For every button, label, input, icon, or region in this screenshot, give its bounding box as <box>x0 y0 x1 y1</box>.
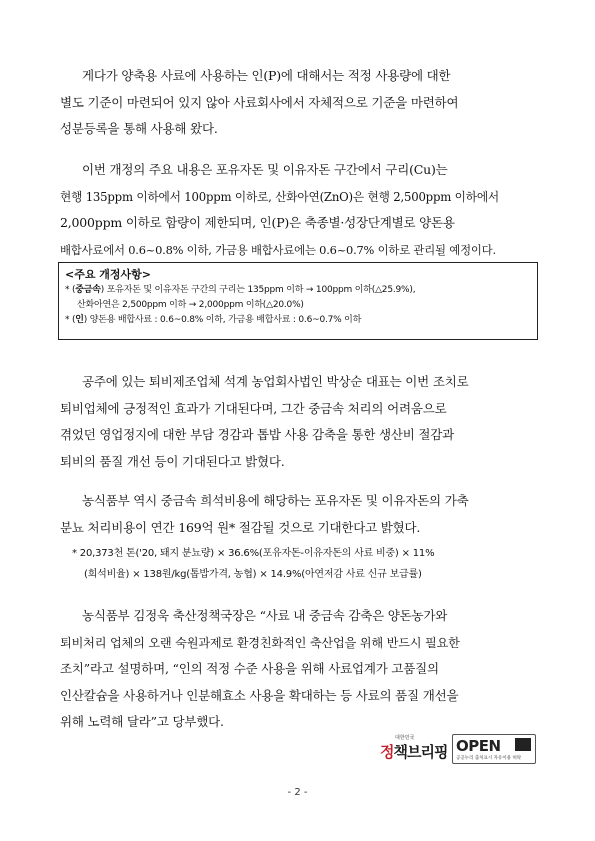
text-line: 배합사료에서 0.6~0.8% 이하, 가금용 배합사료에는 0.6~0.7% 이하로 관리될 예정이다. <box>60 242 496 257</box>
text-line: 공주에 있는 퇴비제조업체 석계 농업회사법인 박상순 대표는 이번 조치로 <box>82 374 469 389</box>
page-number: - 2 - <box>287 787 308 798</box>
text-line: 농식품부 김정욱 축산정책국장은 “사료 내 중금속 감축은 양돈농가와 <box>82 608 448 623</box>
text-line: 겪었던 영업정지에 대한 부담 경감과 톱밥 사용 감축을 통한 생산비 절감과 <box>60 427 454 442</box>
text-line: 농식품부 역시 중금속 희석비용에 해당하는 포유자돈 및 이유자돈의 가축 <box>82 493 469 508</box>
footnote-calculation <box>72 543 542 585</box>
open-word: OPEN <box>456 737 501 755</box>
footer-logos <box>380 732 540 768</box>
paragraph-phosphorus-background <box>60 63 538 143</box>
text-line: 분뇨 처리비용이 연간 169억 원* 절감될 것으로 기대한다고 밝혔다. <box>60 519 421 535</box>
open-license-text: 공공누리 출처표시 자유이용 허락 <box>456 756 522 761</box>
box-line-phosphorus: * (인) 양돈용 배합사료 : 0.6~0.8% 이하, 가금용 배합사료 : 0.6~0.7% 이하 <box>65 315 362 325</box>
paragraph-compost-company-quote <box>60 369 538 475</box>
box-title: <주요 개정사항> <box>65 268 152 281</box>
footnote-line: * 20,373천 톤('20, 돼지 분뇨량) × 36.6%(포유자돈-이유자돈의 사료 비중) × 11% <box>72 548 435 559</box>
text-line: 퇴비업체에 긍정적인 효과가 기대된다며, 그간 중금속 처리의 어려움으로 <box>60 400 447 416</box>
text-line: 별도 기준이 마련되어 있지 않아 사료회사에서 자체적으로 기준을 마련하여 <box>60 94 459 110</box>
paragraph-director-quote <box>60 603 538 736</box>
kogl-open-badge <box>452 734 536 764</box>
box-line-zinc: 산화아연은 2,500ppm 이하 → 2,000ppm 이하(△20.0%) <box>77 300 304 310</box>
text-line: 현행 135ppm 이하에서 100ppm 이하로, 산화아연(ZnO)은 현행 2,500ppm 이하에서 <box>60 189 500 204</box>
korea-brand-small: 대한민국 <box>395 735 415 741</box>
text-line: 이번 개정의 주요 내용은 포유자돈 및 이유자돈 구간에서 구리(Cu)는 <box>82 162 448 177</box>
text-line: 위해 노력해 달라”고 당부했다. <box>60 714 224 729</box>
text-line: 게다가 양축용 사료에 사용하는 인(P)에 대해서는 적정 사용량에 대한 <box>82 68 451 83</box>
text-line: 2,000ppm 이하로 함량이 제한되며, 인(P)은 축종별·성장단계별로 양돈용 <box>60 215 455 230</box>
box-label-heavy-metals: 중금속 <box>75 285 101 295</box>
text-line: 성분등록을 통해 사용해 왔다. <box>60 121 218 136</box>
text-line: 인산칼슘을 사용하거나 인분해효소 사용을 확대하는 등 사료의 품질 개선을 <box>60 687 459 703</box>
box-label-phosphorus: 인 <box>75 315 84 325</box>
paragraph-cost-savings <box>60 488 538 541</box>
paragraph-revision-contents <box>60 157 538 263</box>
attribution-icon <box>515 738 531 751</box>
key-revisions-box <box>58 262 538 340</box>
text-line: 조치”라고 설명하며, “인의 적정 수준 사용을 위해 사료업계가 고품질의 <box>60 661 439 676</box>
box-line-heavy-metals: * (중금속) 포유자돈 및 이유자돈 구간의 구리는 135ppm 이하 → 100ppm 이하(△25.9%), <box>65 285 416 295</box>
policy-briefing-logo: 정책브리핑 <box>380 743 448 761</box>
text-line: 퇴비처리 업체의 오랜 숙원과제로 환경친화적인 축산업을 위해 반드시 필요한 <box>60 635 460 650</box>
footnote-line: (희석비율) × 138원/kg(톱밥가격, 농협) × 14.9%(아연저감 사료 신규 보급률) <box>84 569 422 580</box>
text-line: 퇴비의 품질 개선 등이 기대된다고 밝혔다. <box>60 453 285 469</box>
